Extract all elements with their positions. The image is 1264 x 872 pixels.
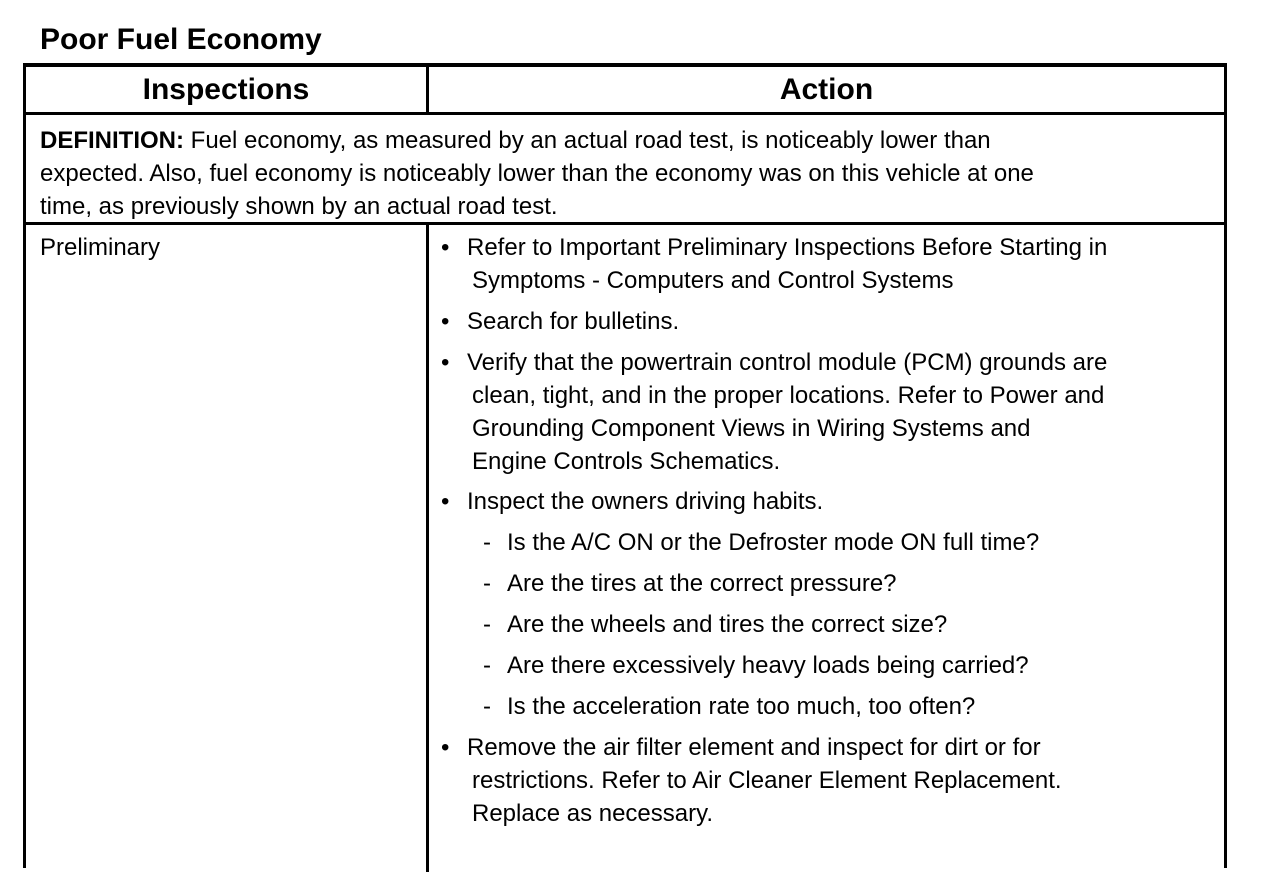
bullet-icon: • — [441, 349, 450, 376]
action-line: Grounding Component Views in Wiring Systems and — [472, 415, 1031, 442]
bullet-icon: • — [441, 308, 450, 335]
dash-icon: - — [483, 570, 491, 597]
dash-icon: - — [483, 693, 491, 720]
header-inspections: Inspections — [142, 73, 310, 106]
sub-item-text: Is the acceleration rate too much, too often? — [507, 693, 976, 720]
action-line: Remove the air filter element and inspect for dirt or for — [467, 734, 1041, 761]
table-header-row — [26, 67, 1224, 115]
diagnostic-table — [23, 63, 1227, 868]
action-bullet-text — [467, 231, 1217, 297]
bullet-icon: • — [441, 734, 450, 761]
table-row — [26, 225, 1224, 872]
definition-line: expected. Also, fuel economy is noticeably lower than the economy was on this vehicle at one — [40, 160, 1034, 187]
dash-icon: - — [483, 652, 491, 679]
action-line: Replace as necessary. — [472, 800, 714, 827]
action-bullet-text — [467, 485, 1217, 518]
action-line: Engine Controls Schematics. — [472, 448, 781, 475]
definition-line — [40, 124, 1210, 157]
definition-label: DEFINITION: — [40, 127, 184, 154]
sub-item-text: Are there excessively heavy loads being carried? — [507, 652, 1029, 679]
sub-item-text: Is the A/C ON or the Defroster mode ON full time? — [507, 529, 1040, 556]
bullet-icon: • — [441, 234, 450, 261]
action-line: Verify that the powertrain control module (PCM) grounds are — [467, 349, 1108, 376]
action-line: clean, tight, and in the proper locations. Refer to Power and — [472, 382, 1105, 409]
dash-icon: - — [483, 611, 491, 638]
action-bullet-text — [467, 731, 1217, 830]
definition-line: time, as previously shown by an actual road test. — [40, 193, 558, 220]
definition-text: Fuel economy, as measured by an actual road test, is noticeably lower than — [184, 127, 991, 154]
page-title: Poor Fuel Economy — [40, 23, 322, 56]
action-line: restrictions. Refer to Air Cleaner Element Replacement. — [472, 767, 1062, 794]
action-line: Inspect the owners driving habits. — [467, 488, 824, 515]
sub-item-text: Are the wheels and tires the correct size? — [507, 611, 948, 638]
dash-icon: - — [483, 529, 491, 556]
action-bullet-text — [467, 305, 1217, 338]
action-bullet-text — [467, 346, 1217, 478]
header-action: Action — [779, 73, 874, 106]
column-divider — [426, 225, 429, 872]
definition-row — [26, 115, 1224, 225]
action-line: Symptoms - Computers and Control Systems — [472, 267, 954, 294]
action-line: Refer to Important Preliminary Inspections Before Starting in — [467, 234, 1108, 261]
sub-item-text: Are the tires at the correct pressure? — [507, 570, 897, 597]
inspection-cell: Preliminary — [40, 234, 161, 261]
action-line: Search for bulletins. — [467, 308, 680, 335]
bullet-icon: • — [441, 488, 450, 515]
